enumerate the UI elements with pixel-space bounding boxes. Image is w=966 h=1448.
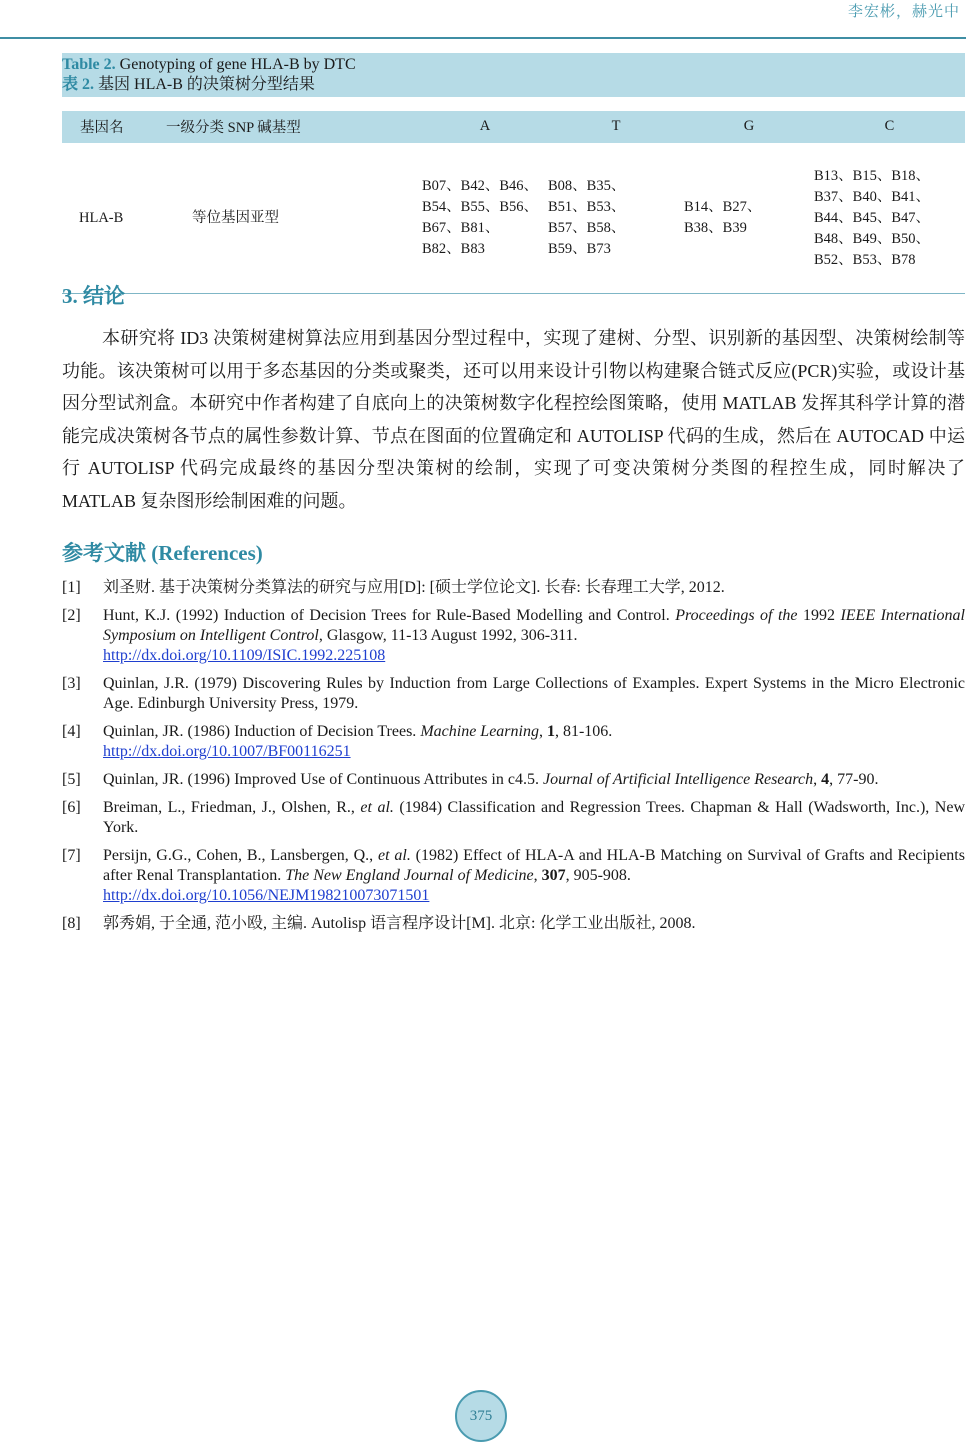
reference-italic: IEEE International Symposium on Intelligent Control <box>103 607 966 644</box>
cell-a: B07、B42、B46、 B54、B55、B56、 B67、B81、 B82、B83 <box>422 143 548 293</box>
reference-italic: et al. <box>377 847 411 864</box>
reference-italic: The New England Journal of Medicine <box>285 867 534 884</box>
caption-zh-label: 表 2. <box>62 76 95 93</box>
doi-link[interactable]: http://dx.doi.org/10.1056/NEJM198210073071501 <box>103 887 430 904</box>
header-snp-type: 一级分类 SNP 碱基型 <box>166 120 301 137</box>
cell-type: 等位基因亚型 <box>162 143 422 293</box>
reference-number: [3] <box>62 675 81 692</box>
caption-en-text: Genotyping of gene HLA-B by DTC <box>115 56 356 73</box>
table-row <box>62 143 965 293</box>
reference-text: , <box>813 771 822 788</box>
reference-text: 刘圣财. 基于决策树分类算法的研究与应用[D]: [硕士学位论文]. 长春: 长春理工大学, 2012. <box>103 579 725 596</box>
reference-text: , 77-90. <box>829 771 879 788</box>
reference-text: , <box>538 723 547 740</box>
reference-item <box>62 606 965 666</box>
reference-text: Persijn, G.G., Cohen, B., Lansbergen, Q., <box>103 847 378 864</box>
reference-text: Breiman, L., Friedman, J., Olshen, R., <box>103 799 361 816</box>
reference-number: [8] <box>62 915 81 932</box>
caption-en-label: Table 2. <box>62 56 116 73</box>
reference-text: Quinlan, JR. (1986) Induction of Decision Trees. <box>103 723 421 740</box>
table-header-row <box>62 111 965 143</box>
reference-number: [4] <box>62 723 81 740</box>
running-head: 李宏彬，赫光中 <box>847 4 960 20</box>
reference-number: [1] <box>62 579 81 596</box>
header-gene: 基因名 <box>80 120 124 137</box>
header-t: T <box>611 118 621 135</box>
reference-text: , Glasgow, 11-13 August 1992, 306-311. <box>318 627 578 644</box>
reference-italic: Proceedings of the <box>675 607 798 624</box>
table-caption <box>62 53 965 97</box>
reference-text: 1992 <box>797 607 841 624</box>
caption-zh <box>62 75 965 95</box>
reference-text: , 81-106. <box>554 723 613 740</box>
page-number: 375 <box>455 1390 507 1442</box>
cell-t: B08、B35、 B51、B53、 B57、B58、 B59、B73 <box>548 143 684 293</box>
reference-item <box>62 798 965 838</box>
reference-item <box>62 846 965 906</box>
cell-g: B14、B27、 B38、B39 <box>684 143 814 293</box>
reference-item <box>62 722 965 762</box>
reference-italic: Machine Learning <box>420 723 539 740</box>
reference-number: [7] <box>62 847 81 864</box>
reference-text: Quinlan, JR. (1996) Improved Use of Continuous Attributes in c4.5. <box>103 771 543 788</box>
header-g: G <box>743 118 755 135</box>
reference-text: (1984) Classification and Regression Trees. Chapman & Hall (Wadsworth, Inc.), New York. <box>103 799 965 836</box>
reference-list <box>62 578 965 942</box>
reference-text: Quinlan, J.R. (1979) Discovering Rules by Induction from Large Collections of Examples. Expert Systems in the Micro Electronic Age. Edinburgh University Press, 1979. <box>103 675 965 712</box>
reference-text: Hunt, K.J. (1992) Induction of Decision Trees for Rule-Based Modelling and Control. <box>103 607 676 624</box>
cell-gene: HLA-B <box>62 143 162 293</box>
reference-volume: 4 <box>821 771 830 788</box>
reference-item <box>62 770 965 790</box>
reference-item <box>62 914 965 934</box>
reference-volume: 1 <box>546 723 555 740</box>
reference-number: [5] <box>62 771 81 788</box>
doi-link[interactable]: http://dx.doi.org/10.1109/ISIC.1992.225108 <box>103 647 386 664</box>
reference-italic: Journal of Artificial Intelligence Research <box>542 771 814 788</box>
reference-number: [6] <box>62 799 81 816</box>
reference-text: 郭秀娟, 于全通, 范小殴, 主编. Autolisp 语言程序设计[M]. 北京: 化学工业出版社, 2008. <box>103 915 696 932</box>
reference-text: (1982) Effect of HLA-A and HLA-B Matching on Survival of Grafts and Recipients after Renal Transplantation. <box>103 847 965 884</box>
section-title-conclusion: 3. 结论 <box>62 284 125 308</box>
reference-italic: et al. <box>360 799 394 816</box>
reference-text: , 905-908. <box>565 867 631 884</box>
doi-link[interactable]: http://dx.doi.org/10.1007/BF00116251 <box>103 743 351 760</box>
caption-en <box>62 55 965 75</box>
header-a: A <box>479 118 491 135</box>
reference-item <box>62 578 965 598</box>
reference-number: [2] <box>62 607 81 624</box>
genotyping-table <box>62 111 965 294</box>
caption-zh-text: 基因 HLA-B 的决策树分型结果 <box>94 76 315 93</box>
cell-c: B13、B15、B18、 B37、B40、B41、 B44、B45、B47、 B48、B49、B50、 B52、B53、B78 <box>814 143 965 293</box>
header-c: C <box>884 118 895 135</box>
reference-item <box>62 674 965 714</box>
references-title: 参考文献 (References) <box>62 541 263 565</box>
conclusion-paragraph: 本研究将 ID3 决策树建树算法应用到基因分型过程中，实现了建树、分型、识别新的基因型、决策树绘制等功能。该决策树可以用于多态基因的分类或聚类，还可以用来设计引物以构建聚合链式反应(PCR)实验，或设计基因分型试剂盒。本研究中作者构建了自底向上的决策树数字化程控绘图策略，使用 MATLAB 发挥其科学计算的潜能完成决策树各节点的属性参数计算、节点在图面的位置确定和 AUTOLISP 代码的生成，然后在 AUTOCAD 中运行 AUTOLISP 代码完成最终的基因分型决策树的绘制，实现了可变决策树分类图的程控生成，同时解决了 MATLAB 复杂图形绘制困难的问题。 <box>62 328 965 511</box>
header-rule <box>0 37 966 39</box>
reference-text: , <box>533 867 542 884</box>
reference-volume: 307 <box>541 867 566 884</box>
